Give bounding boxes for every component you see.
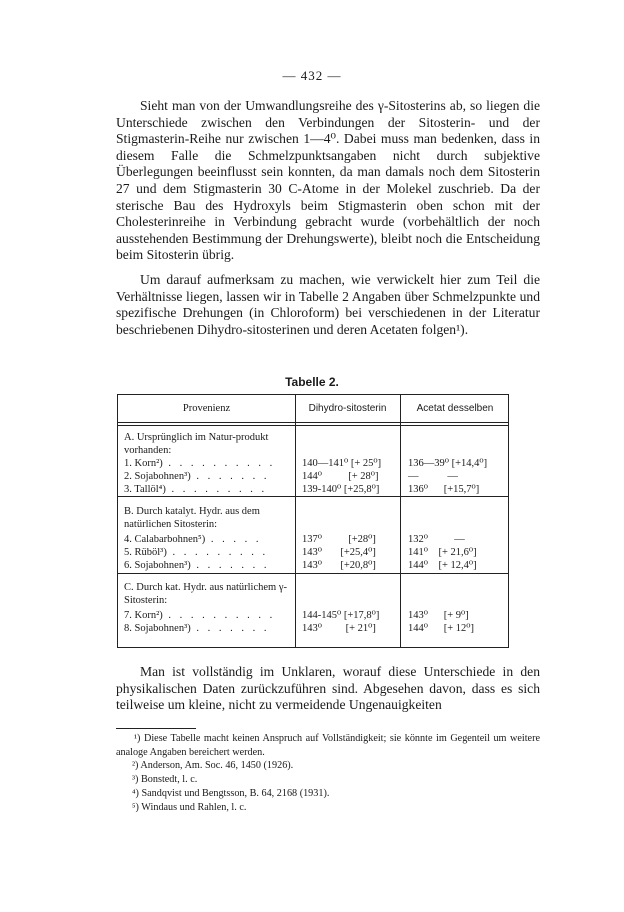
row-provenance: 8. Sojabohnen³) [124, 623, 191, 634]
group-label: C. Durch kat. Hydr. aus natürlichem γ-Sitosterin: [124, 582, 287, 606]
row-provenance: 3. Tallöl⁴) [124, 484, 166, 495]
column-header: Provenienz [182, 403, 231, 414]
row-provenance: 5. Rüböl³) [124, 547, 167, 558]
dihydro-value: 144-145⁰ [+17,8⁰] [302, 610, 380, 621]
table-row [124, 546, 292, 559]
acetat-value: — — [408, 471, 458, 482]
leader-dots: . . . . . [205, 534, 262, 545]
leader-dots: . . . . . . . [190, 623, 270, 634]
table-caption: Tabelle 2. [285, 375, 339, 389]
acetat-value: 143⁰ [+ 9⁰] [408, 610, 469, 621]
row-provenance: 1. Korn²) [124, 458, 163, 469]
acetat-value: 144⁰ [+ 12⁰] [408, 623, 474, 634]
dihydro-value: 143⁰ [+ 21⁰] [302, 623, 376, 634]
dihydro-value: 144⁰ [+ 28⁰] [302, 471, 379, 482]
acetat-value: 136⁰ [+15,7⁰] [408, 484, 480, 495]
acetat-value: 132⁰ — [408, 534, 465, 545]
leader-dots: . . . . . . . . . . [162, 458, 276, 469]
dihydro-value: 143⁰ [+25,4⁰] [302, 547, 376, 558]
table-row [124, 483, 292, 496]
row-provenance: 6. Sojabohnen³) [124, 560, 191, 571]
column-header: Dihydro-sitosterin [308, 403, 387, 414]
acetat-value: 144⁰ [+ 12,4⁰] [408, 560, 477, 571]
table-row [124, 533, 292, 546]
paragraph-1: Sieht man von der Umwandlungsreihe des γ-Sitosterins ab, so liegen die Unterschiede zwischen den Verbindungen der Sitosterin- und der Stigmasterin-Reihe nur zwischen 1—4⁰. Dabei muss man bedenken, dass in diesem Falle die Schmelzpunktsangaben nicht durch subjektive Überlegungen beeinflusst sein konnten, da man damals noch dem Sitosterin 27 und dem Stigmasterin 30 C-Atome in der Molekel zuschrieb. Da der sterische Bau des Hydroxyls beim Stigmasterin oben schon mit der Cholesterinreihe in Verbindung gebracht wurde (vorbehältlich der noch ausstehenden Bestimmung der Drehungswerte), bleibt noch die Entscheidung beim Sitosterin übrig. [116, 98, 540, 263]
dihydro-value: 137⁰ [+28⁰] [302, 534, 376, 545]
data-table [117, 394, 509, 648]
group-divider [118, 496, 508, 497]
footnote-3: ³) Bonstedt, l. c. [132, 774, 198, 785]
header-rule [118, 425, 508, 426]
table-row [124, 559, 292, 572]
footnote-5: ⁵) Windaus und Rahlen, l. c. [132, 802, 247, 813]
group-label: B. Durch katalyt. Hydr. aus dem natürlichen Sitosterin: [124, 506, 260, 530]
table-row [124, 457, 292, 470]
acetat-value: 141⁰ [+ 21,6⁰] [408, 547, 477, 558]
leader-dots: . . . . . . . . . [166, 547, 269, 558]
group-label: A. Ursprünglich im Natur-produkt vorhanden: [124, 432, 269, 456]
acetat-value: 136—39⁰ [+14,4⁰] [408, 458, 488, 469]
leader-dots: . . . . . . . . . . [162, 610, 276, 621]
table-row [124, 609, 292, 622]
paragraph-3: Man ist vollständig im Unklaren, worauf diese Unterschiede in den physikalischen Daten zurückzuführen sind. Abgesehen davon, dass es sich teilweise um kleine, nicht zu vermeidende Ungenauigkeiten [116, 664, 540, 713]
page-number: — 432 — [282, 68, 342, 83]
footnote-1: ¹) Diese Tabelle macht keinen Anspruch auf Vollständigkeit; sie könnte im Gegenteil um weitere analoge Angaben bereichert werden. [116, 733, 540, 758]
paragraph-2: Um darauf aufmerksam zu machen, wie verwickelt hier zum Teil die Verhältnisse liegen, lassen wir in Tabelle 2 Angaben über Schmelzpunkte und spezifische Drehungen (in Chloroform) bei verschiedenen in der Literatur beschriebenen Dihydro-sitosterinen und deren Acetaten folgen¹). [116, 272, 540, 337]
header-rule [118, 422, 508, 423]
column-header: Acetat desselben [416, 403, 494, 414]
leader-dots: . . . . . . . . . [165, 484, 268, 495]
footnote-4: ⁴) Sandqvist und Bengtsson, B. 64, 2168 (1931). [132, 788, 330, 799]
table-row [124, 470, 292, 483]
leader-dots: . . . . . . . [190, 471, 270, 482]
leader-dots: . . . . . . . [190, 560, 270, 571]
table-row [124, 622, 292, 635]
dihydro-value: 143⁰ [+20,8⁰] [302, 560, 376, 571]
footnote-2: ²) Anderson, Am. Soc. 46, 1450 (1926). [132, 760, 294, 771]
group-divider [118, 573, 508, 574]
row-provenance: 7. Korn²) [124, 610, 163, 621]
dihydro-value: 139-140⁰ [+25,8⁰] [302, 484, 380, 495]
dihydro-value: 140—141⁰ [+ 25⁰] [302, 458, 382, 469]
row-provenance: 2. Sojabohnen³) [124, 471, 191, 482]
column-divider [400, 395, 401, 647]
column-divider [295, 395, 296, 647]
row-provenance: 4. Calabarbohnen⁵) [124, 534, 206, 545]
footnote-rule [116, 728, 196, 729]
